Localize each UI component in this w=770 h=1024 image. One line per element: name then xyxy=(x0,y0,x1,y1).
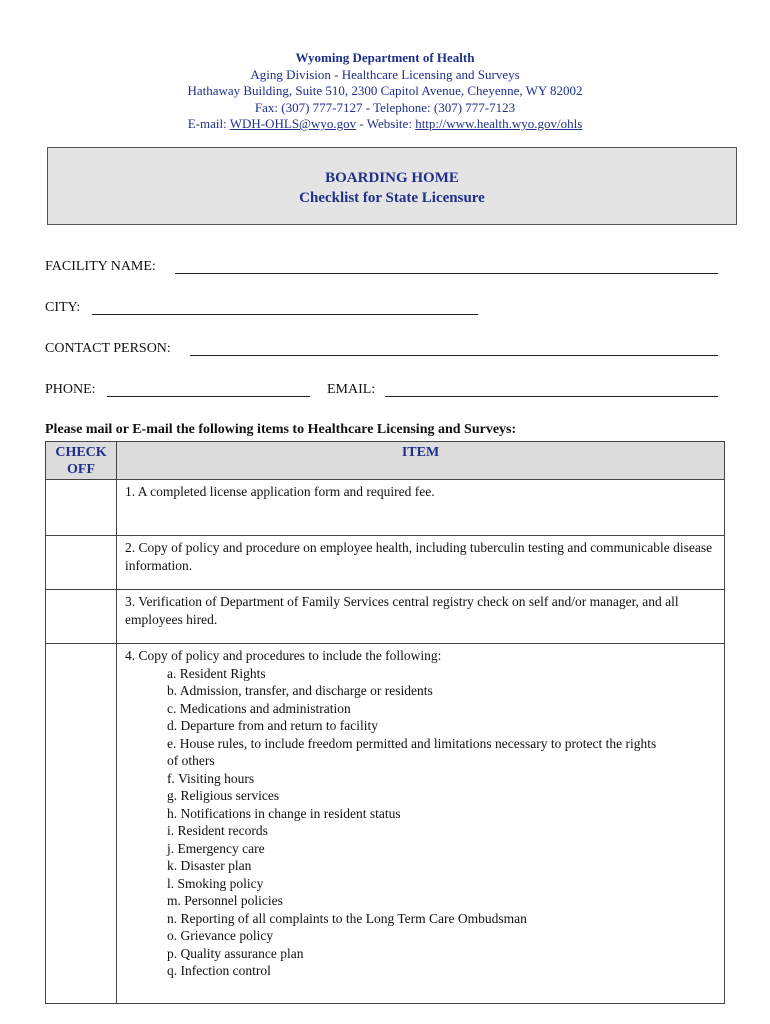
item-cell-policies xyxy=(117,644,725,1004)
website-prefix: - Website: xyxy=(356,116,416,131)
sub-item: a. Resident Rights xyxy=(167,665,266,681)
phone-fax: Fax: (307) 777-7127 - Telephone: (307) 777-7123 xyxy=(254,99,516,115)
item-header: ITEM xyxy=(117,442,725,480)
facility-name-label: FACILITY NAME: xyxy=(45,259,156,274)
item-text: 1. A completed license application form and required fee. xyxy=(117,480,725,536)
checklist-table xyxy=(45,441,725,1004)
city-field xyxy=(45,299,485,317)
facility-name-field xyxy=(45,258,720,276)
item-text: 3. Verification of Department of Family Services central registry check on self and/or manager, and all employees hired. xyxy=(117,590,725,644)
sub-item: d. Departure from and return to facility xyxy=(167,718,379,733)
document-header xyxy=(0,50,770,133)
checkbox-cell[interactable] xyxy=(46,590,117,644)
email-website-line xyxy=(0,116,770,133)
contact-person-label: CONTACT PERSON: xyxy=(45,341,171,356)
checkbox-cell[interactable] xyxy=(46,480,117,536)
email-field xyxy=(327,381,720,399)
city-label: CITY: xyxy=(45,300,81,315)
table-row xyxy=(46,480,725,536)
phone-input-line[interactable] xyxy=(107,396,310,397)
sub-item: b. Admission, transfer, and discharge or residents xyxy=(167,683,433,698)
sub-item: c. Medications and administration xyxy=(167,700,351,716)
phone-field xyxy=(45,381,315,399)
sub-item: j. Emergency care xyxy=(167,840,265,856)
form-title: BOARDING HOME xyxy=(325,170,459,186)
phone-label: PHONE: xyxy=(45,382,96,397)
facility-name-input-line[interactable] xyxy=(175,273,718,274)
item-text: 4. Copy of policy and procedures to include the following: xyxy=(125,648,442,663)
division-name: Aging Division - Healthcare Licensing and Surveys xyxy=(250,66,520,82)
table-header-row xyxy=(46,442,725,480)
contact-person-field xyxy=(45,340,720,358)
org-name: Wyoming Department of Health xyxy=(295,50,475,65)
table-row xyxy=(46,644,725,1004)
sub-item: o. Grievance policy xyxy=(167,928,274,943)
checkbox-cell[interactable] xyxy=(46,536,117,590)
title-box xyxy=(47,147,737,225)
sub-item: h. Notifications in change in resident status xyxy=(167,805,401,821)
email-prefix: E-mail: xyxy=(187,116,230,131)
email-input-line[interactable] xyxy=(385,396,718,397)
item-text: 2. Copy of policy and procedure on employee health, including tuberculin testing and communicable disease information. xyxy=(117,536,725,590)
table-row xyxy=(46,590,725,644)
sub-item: p. Quality assurance plan xyxy=(167,945,304,961)
sub-item: m. Personnel policies xyxy=(167,893,283,908)
website-link[interactable]: http://www.health.wyo.gov/ohls xyxy=(415,116,583,131)
instructions: Please mail or E-mail the following items to Healthcare Licensing and Surveys: xyxy=(45,422,517,437)
check-off-header: CHECK OFF xyxy=(46,442,117,480)
sub-item: l. Smoking policy xyxy=(167,875,264,891)
city-input-line[interactable] xyxy=(92,314,478,315)
sub-item: g. Religious services xyxy=(167,788,280,803)
sub-item: k. Disaster plan xyxy=(167,858,252,873)
sub-item: i. Resident records xyxy=(167,823,268,838)
email-link[interactable]: WDH-OHLS@wyo.gov xyxy=(229,116,357,131)
checkbox-cell[interactable] xyxy=(46,644,117,1004)
sub-item: q. Infection control xyxy=(167,963,271,978)
address: Hathaway Building, Suite 510, 2300 Capitol Avenue, Cheyenne, WY 82002 xyxy=(187,83,583,98)
form-subtitle: Checklist for State Licensure xyxy=(299,190,485,206)
table-row xyxy=(46,536,725,590)
contact-person-input-line[interactable] xyxy=(190,355,718,356)
sub-item-continuation: of others xyxy=(167,753,215,768)
sub-item: e. House rules, to include freedom permitted and limitations necessary to protect the rights xyxy=(167,735,657,751)
sub-item-list xyxy=(125,665,716,980)
sub-item: f. Visiting hours xyxy=(167,770,255,786)
email-label: EMAIL: xyxy=(327,382,376,397)
sub-item: n. Reporting of all complaints to the Long Term Care Ombudsman xyxy=(167,910,527,926)
